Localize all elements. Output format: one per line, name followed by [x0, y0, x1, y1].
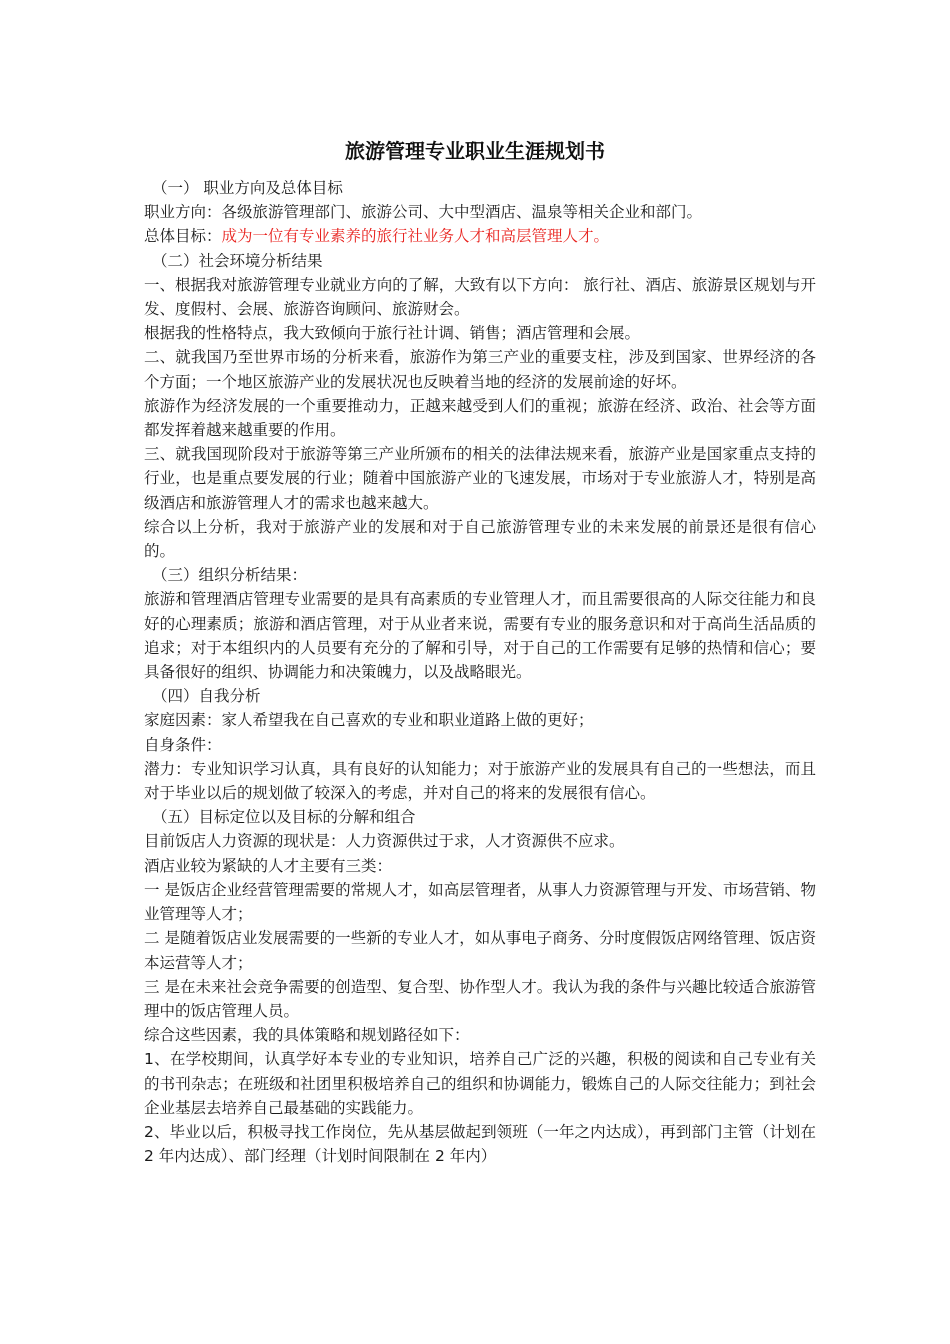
paragraph: 一、根据我对旅游管理专业就业方向的了解，大致有以下方向： 旅行社、酒店、旅游景区规划与开发、度假村、会展、旅游咨询顾问、旅游财会。	[144, 275, 816, 319]
section-heading: （二）社会环境分析结果	[152, 251, 323, 270]
paragraph: 家庭因素：家人希望我在自己喜欢的专业和职业道路上做的更好；	[144, 711, 594, 730]
section-heading: （三）组织分析结果：	[152, 566, 308, 585]
section-heading: （五）目标定位以及目标的分解和组合	[152, 808, 416, 827]
overall-goal-paragraph	[144, 224, 816, 248]
paragraph: 综合这些因素，我的具体策略和规划路径如下：	[144, 1026, 470, 1045]
paragraph: 目前饭店人力资源的现状是：人力资源供过于求，人才资源供不应求。	[144, 832, 625, 851]
paragraph: 根据我的性格特点，我大致倾向于旅行社计调、销售；酒店管理和会展。	[144, 324, 641, 343]
paragraph: 自身条件：	[144, 735, 222, 754]
paragraph: 1、在学校期间，认真学好本专业的专业知识，培养自己广泛的兴趣，积极的阅读和自己专业有关的书刊杂志；在班级和社团里积极培养自己的组织和协调能力，锻炼自己的人际交往能力；到社会企业基层去培养自己最基础的实践能力。	[144, 1050, 816, 1117]
section-heading: （一） 职业方向及总体目标	[152, 179, 343, 197]
paragraph: 酒店业较为紧缺的人才主要有三类：	[144, 856, 393, 875]
paragraph: 一 是饭店企业经营管理需要的常规人才，如高层管理者，从事人力资源管理与开发、市场营销、物业管理等人才；	[144, 880, 816, 924]
overall-goal-highlight: 成为一位有专业素养的旅行社业务人才和高层管理人才。	[221, 227, 610, 246]
overall-goal-label: 总体目标：	[144, 227, 222, 246]
paragraph: 二、就我国乃至世界市场的分析来看，旅游作为第三产业的重要支柱，涉及到国家、世界经济的各个方面；一个地区旅游产业的发展状况也反映着当地的经济的发展前途的好坏。	[144, 348, 816, 391]
paragraph: 二 是随着饭店业发展需要的一些新的专业人才，如从事电子商务、分时度假饭店网络管理、饭店资本运营等人才；	[144, 929, 816, 972]
document-title: 旅游管理专业职业生涯规划书	[345, 139, 605, 163]
paragraph: 潜力：专业知识学习认真，具有良好的认知能力；对于旅游产业的发展具有自己的一些想法，而且对于毕业以后的规划做了较深入的考虑，并对自己的将来的发展很有信心。	[144, 759, 816, 803]
paragraph: 综合以上分析，我对于旅游产业的发展和对于自己旅游管理专业的未来发展的前景还是很有信心的。	[144, 517, 816, 561]
document-body	[144, 176, 816, 1168]
section-heading: （四）自我分析	[152, 687, 261, 706]
paragraph: 三、就我国现阶段对于旅游等第三产业所颁布的相关的法律法规来看，旅游产业是国家重点支持的行业，也是重点要发展的行业；随着中国旅游产业的飞速发展，市场对于专业旅游人才，特别是高级酒店和旅游管理人才的需求也越来越大。	[144, 445, 816, 512]
paragraph: 旅游和管理酒店管理专业需要的是具有高素质的专业管理人才，而且需要很高的人际交往能力和良好的心理素质；旅游和酒店管理，对于从业者来说，需要有专业的服务意识和对于高尚生活品质的追求；对于本组织内的人员要有充分的了解和引导，对于自己的工作需要有足够的热情和信心；要具备很好的组织、协调能力和决策魄力，以及战略眼光。	[144, 590, 816, 682]
paragraph: 旅游作为经济发展的一个重要推动力，正越来越受到人们的重视；旅游在经济、政治、社会等方面都发挥着越来越重要的作用。	[144, 396, 816, 440]
paragraph: 职业方向：各级旅游管理部门、旅游公司、大中型酒店、温泉等相关企业和部门。	[144, 203, 703, 222]
paragraph: 2、毕业以后，积极寻找工作岗位，先从基层做起到领班（一年之内达成），再到部门主管（计划在 2 年内达成）、部门经理（计划时间限制在 2 年内）	[144, 1122, 816, 1166]
paragraph: 三 是在未来社会竞争需要的创造型、复合型、协作型人才。我认为我的条件与兴趣比较适合旅游管理中的饭店管理人员。	[144, 977, 816, 1020]
